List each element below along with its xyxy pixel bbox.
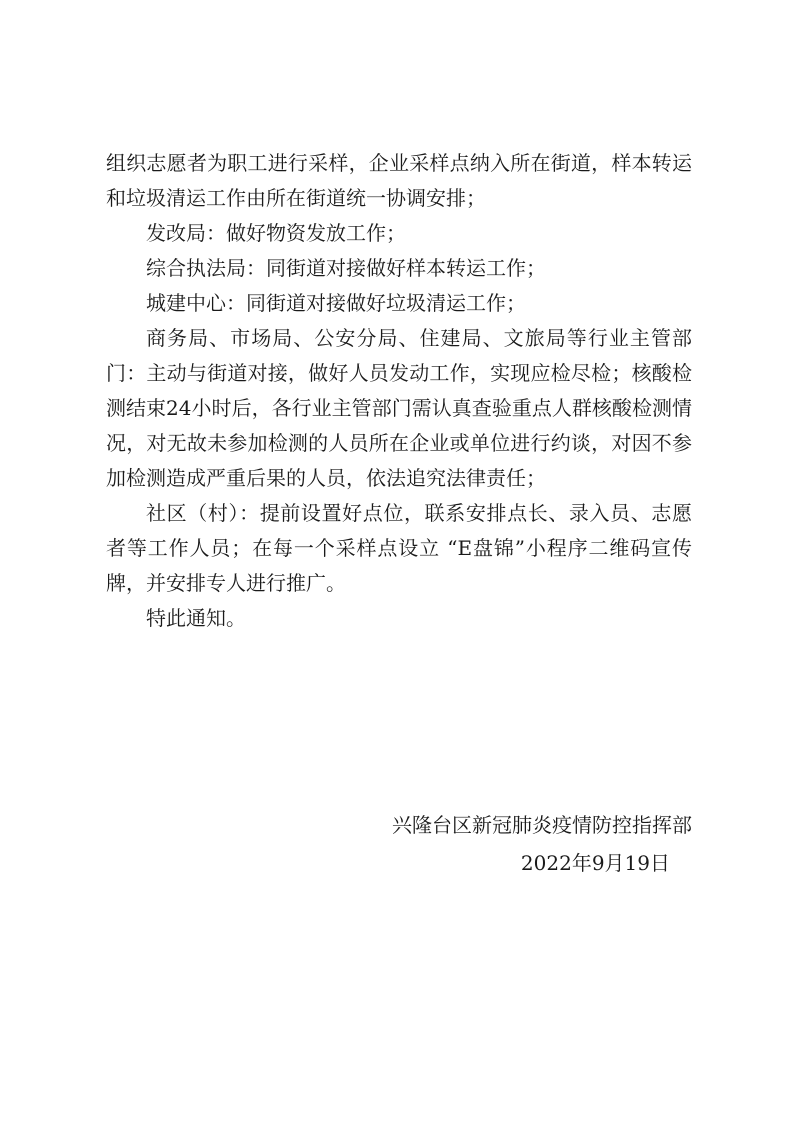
signature-organization: 兴隆台区新冠肺炎疫情防控指挥部 xyxy=(392,813,692,837)
paragraph-closing: 特此通知。 xyxy=(146,606,246,630)
signature-date: 2022年9月19日 xyxy=(520,851,670,875)
signature-block xyxy=(392,806,692,882)
paragraph-community: 社区（村）：提前设置好点位，联系安排点长、录入员、志愿者等工作人员；在每一个采样点设立 “E盘锦”小程序二维码宣传牌，并安排专人进行推广。 xyxy=(106,501,692,595)
paragraph-industry-departments: 商务局、市场局、公安分局、住建局、文旅局等行业主管部门：主动与街道对接，做好人员发动工作，实现应检尽检；核酸检测结束24小时后，各行业主管部门需认真查验重点人群核酸检测情况，对无故未参加检测的人员所在企业或单位进行约谈，对因不参加检测造成严重后果的人员，依法追究法律责任； xyxy=(106,326,692,490)
paragraph-law-enforcement-bureau: 综合执法局：同街道对接做好样本转运工作； xyxy=(146,256,546,280)
paragraph-urban-construction-center: 城建中心：同街道对接做好垃圾清运工作； xyxy=(146,291,526,315)
paragraph-sampling-arrangement: 组织志愿者为职工进行采样，企业采样点纳入所在街道，样本转运和垃圾清运工作由所在街道统一协调安排； xyxy=(106,151,692,210)
paragraph-development-bureau: 发改局：做好物资发放工作； xyxy=(146,221,406,245)
document-body xyxy=(106,146,692,636)
